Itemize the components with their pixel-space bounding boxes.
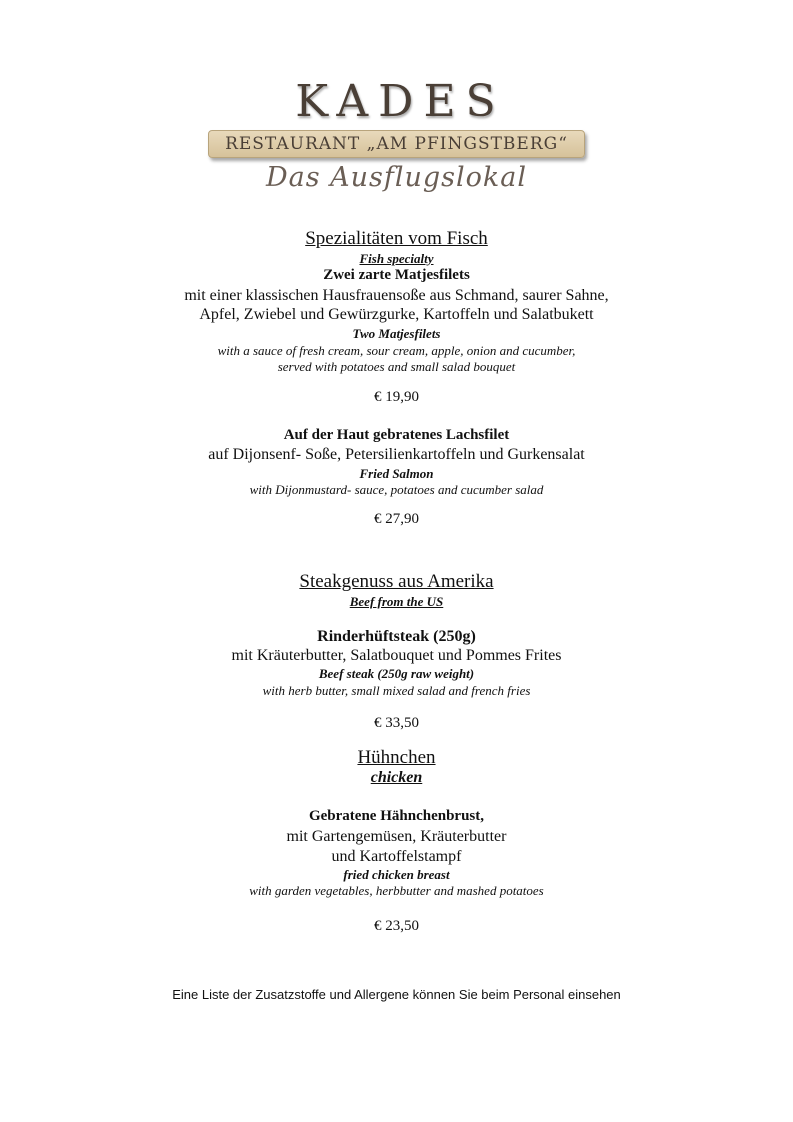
section-subtitle-fish: Fish specialty <box>359 251 434 266</box>
dish-desc-matjes-1: mit einer klassischen Hausfrauensoße aus Schmand, saurer Sahne, <box>184 287 609 304</box>
section-title-chicken: Hühnchen <box>357 747 436 768</box>
dish-price-chicken: € 23,50 <box>374 918 419 934</box>
dish-en-desc-salmon-1: with Dijonmustard- sauce, potatoes and cucumber salad <box>249 482 544 497</box>
dish-en-name-matjes: Two Matjesfilets <box>352 326 441 341</box>
section-subtitle-chicken: chicken <box>370 769 423 786</box>
dish-name-salmon: Auf der Haut gebratenes Lachsfilet <box>283 427 510 443</box>
section-title-fish: Spezialitäten vom Fisch <box>305 228 488 249</box>
dish-en-name-salmon: Fried Salmon <box>359 466 434 481</box>
logo-tagline: Das Ausflugslokal <box>265 162 528 193</box>
dish-name-steak: Rinderhüftsteak (250g) <box>317 628 476 645</box>
dish-price-steak: € 33,50 <box>374 715 419 731</box>
restaurant-logo <box>0 78 793 194</box>
dish-desc-salmon-1: auf Dijonsenf- Soße, Petersilienkartoffeln und Gurkensalat <box>208 446 585 463</box>
dish-desc-chicken-1: mit Gartengemüsen, Kräuterbutter <box>286 828 507 845</box>
dish-name-chicken: Gebratene Hähnchenbrust, <box>308 808 484 824</box>
dish-desc-steak-1: mit Kräuterbutter, Salatbouquet und Pommes Frites <box>231 647 562 664</box>
logo-restaurant-plaque: RESTAURANT „AM PFINGSTBERG“ <box>208 130 585 158</box>
dish-price-matjes: € 19,90 <box>374 389 419 405</box>
dish-price-salmon: € 27,90 <box>374 511 419 527</box>
dish-en-desc-matjes-1: with a sauce of fresh cream, sour cream, apple, onion and cucumber, <box>217 343 576 358</box>
dish-en-desc-matjes-2: served with potatoes and small salad bouquet <box>277 359 516 374</box>
logo-name: KADES <box>295 76 506 127</box>
dish-en-name-chicken: fried chicken breast <box>343 867 450 882</box>
section-title-steak: Steakgenuss aus Amerika <box>299 571 494 592</box>
section-subtitle-steak: Beef from the US <box>349 594 444 609</box>
dish-en-name-steak: Beef steak (250g raw weight) <box>318 666 475 681</box>
dish-desc-matjes-2: Apfel, Zwiebel und Gewürzgurke, Kartoffeln und Salatbukett <box>199 306 594 323</box>
dish-desc-chicken-2: und Kartoffelstampf <box>331 848 462 865</box>
allergen-notice: Eine Liste der Zusatzstoffe und Allergene können Sie beim Personal einsehen <box>172 987 621 1002</box>
dish-en-desc-chicken-1: with garden vegetables, herbbutter and mashed potatoes <box>249 883 544 898</box>
dish-en-desc-steak-1: with herb butter, small mixed salad and french fries <box>262 683 531 698</box>
dish-name-matjes: Zwei zarte Matjesfilets <box>323 267 470 283</box>
